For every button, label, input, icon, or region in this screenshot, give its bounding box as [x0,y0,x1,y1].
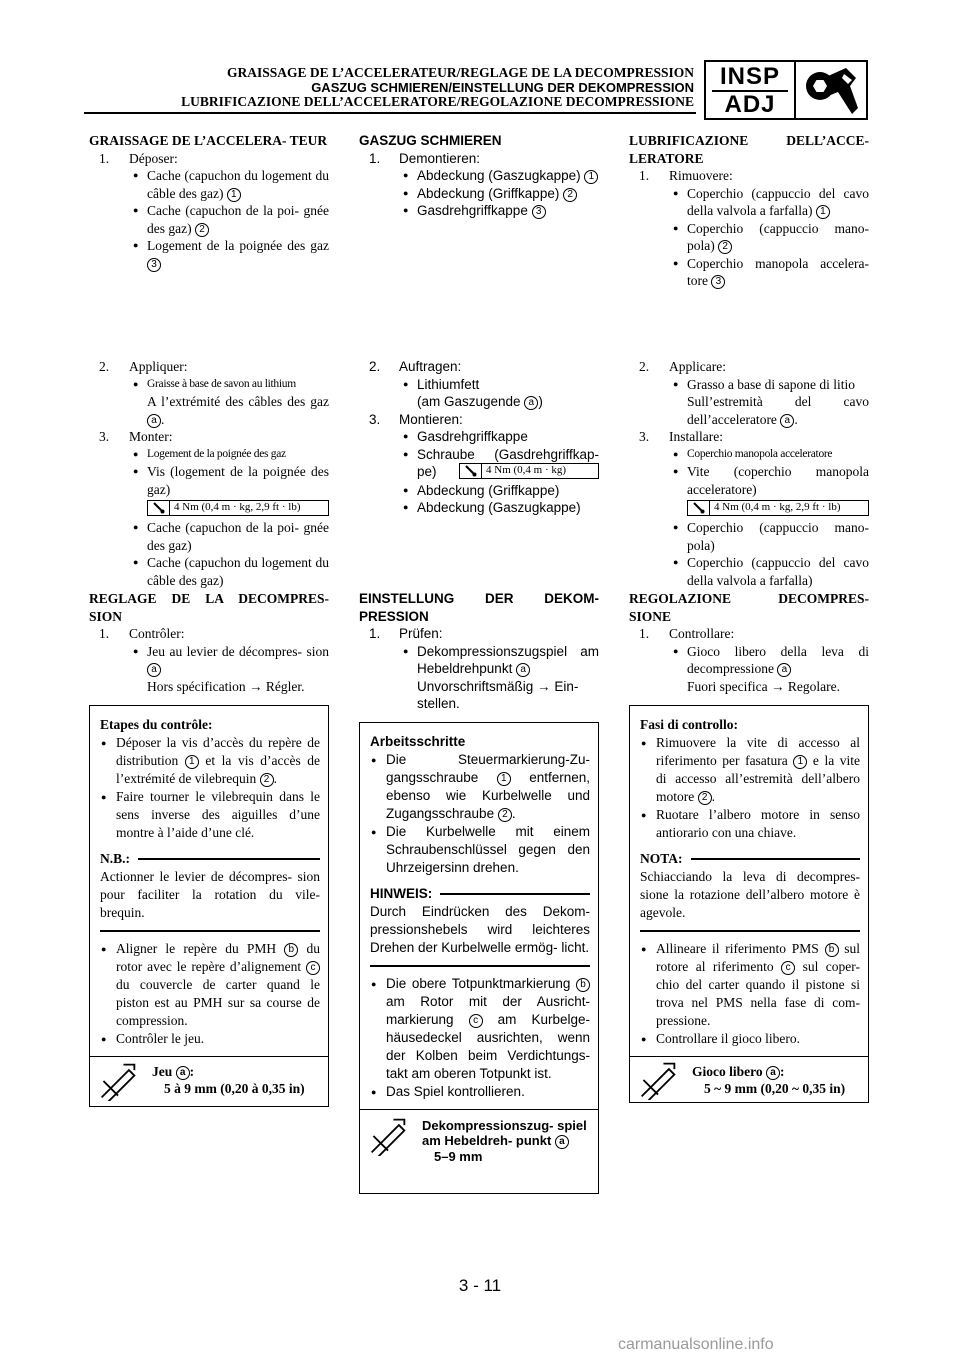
it-spec-value: 5 ~ 9 mm (0,20 ~ 0,35 in) [704,1081,846,1096]
fr-step-text: Appliquer: [129,359,188,374]
de-bullet-text: Gasdrehgriffkappe [417,429,528,444]
watermark[interactable]: carmanualsonline.info [618,1336,774,1353]
de-bullet [359,202,599,220]
badge-bottom-label: ADJ [724,91,776,118]
de-throttle-section [359,132,599,220]
ref-1: 1 [816,205,830,219]
fr-section-title: REGLAGE DE LA DECOMPRES- SION [89,591,329,624]
de-bullet [359,376,599,394]
it-step-number: 1. [639,626,650,641]
it-step-text: Installare: [669,429,723,444]
de-action-text: Ein- stellen. [417,678,579,711]
fr-continuation: A l’extrémité des câbles des gaz a . [147,394,329,427]
it-procedure-box [629,705,869,1103]
de-box-bullet [370,975,590,1083]
wrench-icon [798,62,868,118]
ref-c: c [306,961,320,975]
fr-box-title: Etapes du contrôle: [100,717,213,732]
ref-a: a [147,414,161,428]
ref-3: 3 [147,258,161,272]
it-bullet [629,554,869,589]
de-section-title: GASZUG SCHMIEREN [359,133,502,148]
de-step-number: 3. [369,411,381,427]
de-apply-install-section [359,358,599,517]
de-step-number: 2. [369,359,381,374]
ref-a: a [777,663,791,677]
it-box-title: Fasi di controllo: [640,717,739,732]
it-box-text: Allineare il riferimento PMS [656,941,819,956]
de-box-text: am Kurbelge- häusedeckel ausrichten, wenn der Kolben beim Verdichtungs- takt am oberen Totpunkt ist. [386,1012,590,1081]
fr-box-text: Déposer la vis d’accès du repère de distribution [116,735,320,768]
it-box-text: Ruotare l’albero motore in senso antiorario con una chiave. [656,807,860,840]
de-continuation: (am Gaszugende a ) [417,394,543,409]
ref-b: b [825,943,839,957]
de-decomp-section [359,590,599,713]
fr-procedure-box [89,705,329,1107]
de-step-number: 1. [369,150,381,166]
it-bullet [629,643,869,678]
fr-continuation-text: A l’extrémité des câbles des gaz [147,394,329,409]
fr-step-number: 1. [99,626,110,641]
fr-bullet-text: Cache (capuchon de la poi- gnée des gaz) [147,203,329,236]
torque-wrench-icon [148,501,170,515]
fr-step [89,428,329,446]
fr-bullet [89,643,329,678]
it-step-number: 2. [639,359,650,374]
it-bullet-text: Coperchio (cappuccio mano- pola) [687,520,869,553]
de-note-text: Durch Eindrücken des Dekom- pressionshebels wird leichteres Drehen der Kurbelwelle ermög- licht. [370,904,590,955]
fr-torque-spec [147,500,329,516]
it-box-bullet [640,940,860,1030]
fr-step-text: Monter: [129,429,173,444]
de-step-text: Auftragen: [399,359,462,374]
fr-apply-install-section [89,358,329,589]
de-bullet-text: Abdeckung (Gaszugkappe) [417,500,581,515]
de-out-of-spec-text: Unvorschriftsmäßig [417,678,534,694]
section-badge [704,60,868,120]
fr-step-text: Contrôler: [129,626,185,641]
it-torque-spec [687,500,869,516]
header-titles [181,66,694,110]
it-bullet-text: Coperchio (cappuccio mano- pola) [687,220,869,253]
de-continuation-text: (am Gaszugende [417,394,521,409]
header-title-it: LUBRIFICAZIONE DELL’ACCELERATORE/REGOLAZIONE DECOMPRESSIONE [181,94,694,109]
de-bullet [359,643,599,678]
badge-text [706,62,796,118]
ref-3: 3 [532,205,546,219]
it-bullet-text: Gioco libero della leva di decompressione [687,643,869,676]
ref-1: 1 [227,188,241,202]
it-box-text: Rimuovere la vite di accesso al riferimento per fasatura [656,735,860,768]
it-box-bullet [640,806,860,842]
fr-bullet [89,519,329,554]
fr-out-of-spec [89,678,329,696]
it-section-title: REGOLAZIONE DECOMPRES- SIONE [629,591,869,624]
ref-2: 2 [195,223,209,237]
it-spec-block [630,1056,868,1102]
de-bullet-text: Abdeckung (Gaszugkappe) [417,168,581,183]
de-spec-value: 5–9 mm [434,1149,483,1164]
it-spec-text: Gioco libero a : 5 ~ 9 mm (0,20 ~ 0,35 in) [692,1064,846,1096]
fr-bullet-text: Graisse à base de savon au lithium [147,377,296,390]
it-continuation: Sull’estremità del cavo dell’acceleratore a . [687,394,869,427]
it-bullet-text: Coperchio (cappuccio del cavo della valvola a farfalla) [687,185,869,218]
ref-c: c [469,1014,483,1028]
feeler-gauge-icon [368,1116,408,1156]
it-torque-value: 4 Nm (0,4 m · kg, 2,9 ft · lb) [714,501,841,514]
arrow-icon: → [248,678,263,694]
ref-a: a [516,663,530,677]
de-box-text: Die Kurbelwelle mit einem Schraubenschlüssel gegen den Uhrzeigersinn drehen. [386,824,590,875]
header-rule [84,112,696,114]
fr-note-label: N.B.: [100,851,130,866]
it-note-text: Schiacciando la leva di decompres- sione la rotazione dell’albero motore è agevole. [640,869,860,920]
note-end-rule [100,930,320,932]
fr-box-bullet [100,788,320,842]
it-bullet [629,255,869,290]
fr-bullet-text: Vis (logement de la poignée des gaz) [147,464,329,497]
ref-b: b [284,943,298,957]
fr-bullet-text: Jeu au levier de décompres- sion [147,643,329,659]
ref-2: 2 [698,791,712,805]
de-step-text: Prüfen: [399,626,443,641]
fr-box-bullet: ● Déposer la vis d’accès du repère de distribution 1 et la vis d’accès de l’extrémité de vilebrequin 2 . [100,734,320,788]
de-section-title: EINSTELLUNG DER DEKOM- PRESSION [359,591,599,624]
fr-note-title [100,850,320,868]
it-bullet-text: Grasso a base di sapone di litio [687,376,855,392]
de-out-of-spec [359,678,599,713]
ref-a: a [766,1066,780,1080]
fr-section-title: GRAISSAGE DE L’ACCELERA- TEUR [89,133,328,148]
it-bullet-text: Vite (coperchio manopola acceleratore) [687,464,869,497]
page-number: 3 - 11 [458,1276,502,1295]
arrow-icon: → [537,678,551,694]
fr-bullet [89,237,329,272]
ref-1: 1 [793,755,807,769]
torque-wrench-icon [688,501,710,515]
header-title-fr: GRAISSAGE DE L’ACCELERATEUR/REGLAGE DE LA DECOMPRESSION [227,65,694,80]
fr-bullet [89,463,329,498]
de-spec-text [422,1118,592,1164]
de-bullet [359,482,599,500]
de-step-text: Demontieren: [399,150,481,166]
ref-c: c [781,961,795,975]
note-rule [138,858,320,860]
de-box-bullet [370,1083,590,1101]
fr-step-number: 2. [99,359,110,374]
de-bullet [359,428,599,446]
fr-step [89,150,329,168]
de-bullet-text: Abdeckung (Griffkappe) [417,185,560,201]
ref-a: a [555,1135,569,1149]
de-bullet-text: Schraube (Gasdrehgriffkap- pe) [417,446,599,479]
fr-box-text: Faire tourner le vilebrequin dans le sens inverse des aiguilles d’une montre à l’aide d’une clé. [116,789,320,840]
it-note-label: NOTA: [640,851,683,866]
note-end-rule [640,930,860,932]
fr-box-text: Contrôler le jeu. [116,1031,205,1046]
it-box-text: sul coper- chio del carter quando il pistone si trova nel PMS nella fase di com- pressione. [656,959,861,1028]
de-bullet-text: Dekompressionszugspiel am Hebeldrehpunkt [417,643,599,676]
de-box-text: entfernen, ebenso wie Kurbelwelle und Zugangsschraube [386,770,590,821]
de-bullet [359,499,599,517]
fr-spec-value: 5 à 9 mm (0,20 à 0,35 in) [164,1081,305,1096]
de-step [359,625,599,643]
fr-bullet [89,554,329,589]
ref-1: 1 [497,772,511,786]
fr-bullet-text: Cache (capuchon du logement du câble des gaz) [147,555,329,588]
de-box-text: Die obere Totpunktmarkierung [386,976,571,991]
de-bullet-text: Gasdrehgriffkappe [417,203,528,218]
it-apply-install-section [629,358,869,589]
it-step [629,167,869,185]
it-step-text: Controllare: [669,626,735,641]
de-procedure-box [359,722,599,1194]
fr-bullet [89,167,329,202]
de-step-number: 1. [369,626,381,641]
arrow-icon: → [770,678,785,694]
fr-box-bullet [100,1030,320,1048]
fr-bullet [89,376,329,394]
ref-b: b [576,978,590,992]
ref-2: 2 [563,188,577,202]
ref-a: a [524,396,538,410]
it-continuation-text: Sull’estremità del cavo dell’acceleratore [687,394,869,427]
de-box-bullet: ● Die Steuermarkierung-Zu- gangsschraube 1 entfernen, ebenso wie Kurbelwelle und Zugangsschraube 2 . [370,751,590,823]
it-step-number: 3. [639,429,650,444]
de-box-title: Arbeitsschritte [370,734,466,749]
ref-1: 1 [185,755,199,769]
ref-a: a [780,414,794,428]
fr-step [89,358,329,376]
fr-note-text: Actionner le levier de décompres- sion pour faciliter la rotation du vile- brequin. [100,869,320,920]
fr-box-bullet [100,940,320,1030]
fr-box-text: du couvercle de carter quand le piston est au PMH sur sa course de compression. [116,977,320,1028]
fr-action-text: Régler. [265,678,305,694]
it-action-text: Regolare. [787,678,840,694]
it-box-bullet [640,1030,860,1048]
fr-spec-text: Jeu a : 5 à 9 mm (0,20 à 0,35 in) [152,1064,305,1096]
note-rule [440,893,590,895]
fr-bullet-text: Cache (capuchon de la poi- gnée des gaz) [147,520,329,553]
fr-box-text: Aligner le repère du PMH [116,941,277,956]
de-spec-label: Dekompressionszug- spiel am Hebeldreh- punkt [422,1118,587,1148]
it-section-title: LUBRIFICAZIONE DELL’ACCE- LERATORE [629,133,869,166]
de-box-text: Die Steuermarkierung-Zu- gangsschraube [386,752,590,785]
it-note-title [640,850,860,868]
it-out-of-spec-text: Fuori specifica [687,678,768,694]
fr-bullet-text: Cache (capuchon du logement du câble des gaz) [147,168,329,201]
de-bullet-text: Lithiumfett [417,376,480,392]
it-bullet [629,220,869,255]
fr-decomp-section [89,590,329,695]
it-bullet-text: Coperchio (cappuccio del cavo della valvola a farfalla) [687,555,869,588]
de-step-text: Montieren: [399,411,463,427]
de-step [359,411,599,429]
de-bullet [359,167,599,185]
de-spec-block [360,1109,598,1193]
fr-step [89,625,329,643]
it-step-number: 1. [639,168,650,183]
it-bullet [629,185,869,220]
fr-spec-block [90,1056,328,1106]
note-end-rule [370,965,590,967]
it-step [629,358,869,376]
fr-bullet [89,446,329,464]
it-bullet [629,446,869,464]
it-decomp-section [629,590,869,695]
fr-torque-value: 4 Nm (0,4 m · kg, 2,9 ft · lb) [174,501,301,514]
ref-2: 2 [498,808,512,822]
fr-step-number: 3. [99,429,110,444]
it-bullet-text: Coperchio manopola acceleratore [687,447,833,460]
it-box-bullet: ● Rimuovere la vite di accesso al riferimento per fasatura 1 e la vite di accesso all’estremità dell’albero motore 2 . [640,734,860,806]
fr-throttle-section [89,132,329,272]
it-step [629,428,869,446]
it-step [629,625,869,643]
fr-bullet [89,202,329,237]
ref-a: a [147,663,161,677]
header-title-de: GASZUG SCHMIEREN/EINSTELLUNG DER DEKOMPRESSION [311,79,694,95]
de-torque-value: 4 Nm (0,4 m · kg) [486,463,567,476]
it-box-text: e la vite di accesso all’estremità dell’albero motore [656,753,861,804]
fr-bullet-text: Logement de la poignée des gaz [147,238,329,253]
ref-2: 2 [718,240,732,254]
it-bullet [629,519,869,554]
it-throttle-section [629,132,869,290]
fr-step-text: Déposer: [129,150,178,166]
feeler-gauge-icon [638,1060,678,1100]
it-out-of-spec [629,678,869,696]
it-bullet-text: Coperchio manopola accelera- tore [687,255,869,288]
ref-a: a [176,1066,190,1080]
de-box-bullet [370,823,590,877]
it-bullet [629,376,869,394]
fr-step-number: 1. [99,150,110,166]
de-step [359,358,599,376]
it-step-text: Rimuovere: [669,168,733,183]
it-box-text: sul rotore al riferimento [656,941,861,974]
fr-bullet-text: Logement de la poignée des gaz [147,447,286,460]
note-rule [691,858,861,860]
ref-3: 3 [711,275,725,289]
fr-out-of-spec-text: Hors spécification [147,678,246,694]
it-bullet [629,463,869,498]
it-step-text: Applicare: [669,359,726,374]
fr-box-text: et la vis d’accès de l’extrémité de vilebrequin [116,753,320,786]
de-bullet [359,446,599,481]
ref-1: 1 [584,170,598,184]
fr-spec-label: Jeu [152,1064,173,1079]
ref-2: 2 [260,773,274,787]
de-bullet [359,185,599,203]
de-note-title [370,885,590,903]
it-box-text: Controllare il gioco libero. [656,1031,800,1046]
de-note-label: HINWEIS: [370,886,433,901]
de-bullet-text: Abdeckung (Griffkappe) [417,482,560,498]
fr-box-text: du rotor avec le repère d’alignement [116,941,320,974]
de-step [359,150,599,168]
de-box-text: Das Spiel kontrollieren. [386,1084,525,1099]
feeler-gauge-icon [98,1061,138,1101]
de-box-text: am Rotor mit der Ausricht- markierung [386,994,590,1027]
it-spec-label: Gioco libero [692,1064,763,1079]
badge-top-label: INSP [719,63,780,90]
